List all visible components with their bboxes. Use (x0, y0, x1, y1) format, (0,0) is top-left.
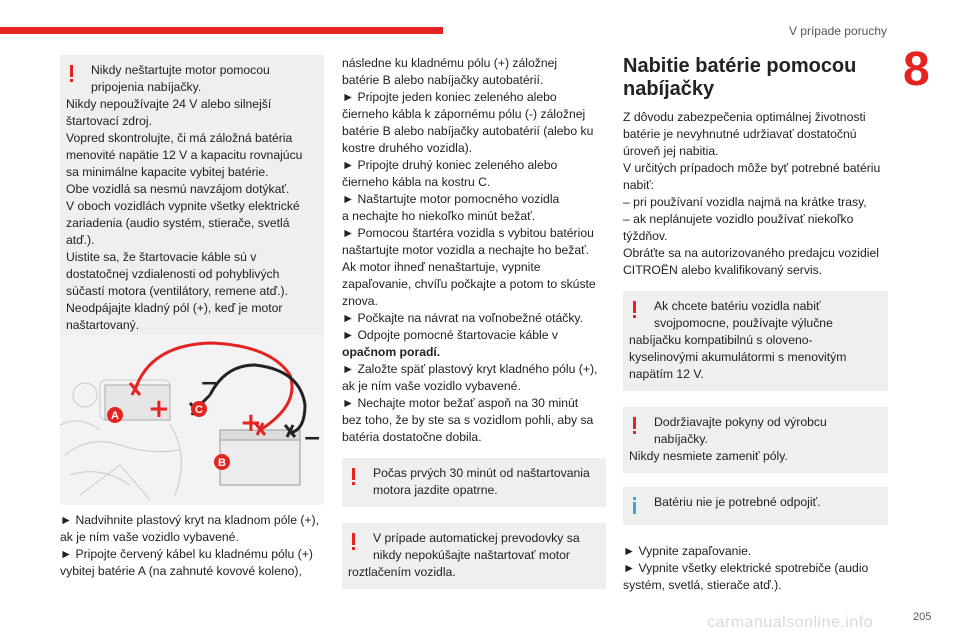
warning-text: nabíjačky. (654, 432, 708, 446)
warning-text: motora jazdite opatrne. (373, 483, 498, 497)
warning-text: Neodpájajte kladný pól (+), keď je motor (66, 301, 283, 315)
intro-line: V určitých prípadoch môže byť potrebné batériu (623, 161, 881, 175)
step-line: ► Vypnite všetky elektrické spotrebiče (audio (623, 561, 869, 575)
instruction-line: ► Nadvihnite plastový kryt na kladnom póle (+), (60, 513, 319, 527)
section-title-line: Nabitie batérie pomocou (623, 55, 857, 77)
column-3 (623, 55, 888, 594)
instruction-line: vybitej batérie A (na zahnuté kovové koleno), (60, 564, 302, 578)
top-accent-bar (0, 27, 443, 34)
warning-text: nikdy nepokúšajte naštartovať motor (373, 548, 570, 562)
intro-line: – pri používaní vozidla najmä na krátke trasy, (623, 195, 867, 209)
warning-text: pripojenia nabíjačky. (91, 80, 202, 94)
section-title (623, 55, 888, 101)
instruction-line: znova. (342, 294, 378, 308)
warning-icon (351, 468, 356, 485)
svg-text:+: + (240, 408, 262, 438)
intro-line: batérie je nevyhnutné udržiavať dostatočnú (623, 127, 857, 141)
intro-text (623, 109, 888, 279)
warning-box (60, 55, 324, 342)
warning-box (342, 523, 606, 589)
instruction-line: čierneho kábla k zápornému pólu (-) záložnej (342, 107, 586, 121)
warning-text: menovité napätie 12 V a kapacitu rovnajúcu (66, 148, 303, 162)
instruction-line: ► Pripojte druhý koniec zeleného alebo (342, 158, 558, 172)
warning-text: zariadenia (audio systém, stierače, svetlá (66, 216, 290, 230)
warning-text: Nikdy nesmiete zameniť póly. (629, 449, 788, 463)
svg-text:−: − (200, 371, 219, 396)
instruction-line: a nechajte ho niekoľko minút bežať. (342, 209, 536, 223)
section-title-line: nabíjačky (623, 78, 715, 100)
warning-text: svojpomocne, používajte výlučne (654, 316, 833, 330)
warning-text: V prípade automatickej prevodovky sa (373, 531, 580, 545)
intro-line: CITROËN alebo kvalifikovaný servis. (623, 263, 823, 277)
instruction-line: ► Naštartujte motor pomocného vozidla (342, 192, 560, 206)
instruction-line: ► Založte späť plastový kryt kladného pólu (+), (342, 362, 598, 376)
instruction-line: bez toho, že by ste sa s vozidlom pohli, aby sa (342, 413, 594, 427)
warning-icon (351, 533, 356, 550)
warning-text: Dodržiavajte pokyny od výrobcu (654, 415, 827, 429)
instruction-line: ► Počkajte na návrat na voľnobežné otáčky. (342, 311, 583, 325)
intro-line: nabiť: (623, 178, 654, 192)
instruction-line: batérie B alebo nabíjačky autobatérií. (342, 73, 544, 87)
warning-text: súčastí motora (ventilátory, remene atď.). (66, 284, 288, 298)
instruction-line: ► Pomocou štartéra vozidla s vybitou batériou (342, 226, 594, 240)
intro-line: úroveň jej nabitia. (623, 144, 719, 158)
instruction-line: ak je ním vaše vozidlo vybavené. (342, 379, 521, 393)
instruction-line: ak je ním vaše vozidlo vybavené. (60, 530, 239, 544)
instruction-line: následne ku kladnému pólu (+) záložnej (342, 56, 558, 70)
instruction-line: Ak motor ihneď nenaštartuje, vypnite (342, 260, 541, 274)
instructions (342, 55, 606, 446)
column-2 (342, 55, 606, 599)
info-icon (632, 497, 637, 514)
illustration-svg (60, 335, 324, 505)
warning-box (623, 291, 888, 391)
warning-text: atď.). (66, 233, 95, 247)
intro-line: týždňov. (623, 229, 668, 243)
instruction-line: naštartujte motor vozidla a nechajte ho bežať. (342, 243, 590, 257)
instruction-line: kostre druhého vozidla). (342, 141, 473, 155)
svg-text:B: B (218, 457, 226, 469)
warning-text: Vopred skontrolujte, či má záložná batéria (66, 131, 293, 145)
warning-icon (632, 417, 637, 434)
watermark: carmanualsonline.info (707, 614, 874, 631)
instruction-line: ► Pripojte jeden koniec zeleného alebo (342, 90, 557, 104)
instruction-line: ► Pripojte červený kábel ku kladnému pólu (+) (60, 547, 313, 561)
chapter-number: 8 (903, 43, 930, 96)
column-1 (60, 55, 324, 352)
svg-text:A: A (111, 410, 119, 422)
intro-line: Obráťte sa na autorizovaného predajcu vozidiel (623, 246, 879, 260)
warning-text: napätím 12 V. (629, 367, 704, 381)
warning-text: Počas prvých 30 minút od naštartovania (373, 466, 590, 480)
intro-line: Z dôvodu zabezpečenia optimálnej životnosti (623, 110, 866, 124)
label-c (191, 401, 207, 417)
page-number: 205 (913, 611, 932, 623)
warning-text: Obe vozidlá sa nesmú navzájom dotýkať. (66, 182, 290, 196)
instruction-line: batéria dostatočne dobila. (342, 430, 482, 444)
warning-text: dostatočnej vzdialenosti od pohyblivých (66, 267, 280, 281)
warning-box (623, 407, 888, 473)
instruction-line: batérie B alebo nabíjačky autobatérií (alebo ku (342, 124, 594, 138)
step-line: ► Vypnite zapaľovanie. (623, 544, 752, 558)
warning-box (342, 458, 606, 507)
svg-text:+: + (148, 394, 170, 424)
warning-text: nabíjačku kompatibilnú s oloveno- (629, 333, 813, 347)
info-box (623, 487, 888, 525)
warning-text: Nikdy neštartujte motor pomocou (91, 63, 270, 77)
instructions-continued (60, 512, 324, 580)
warning-text: kyselinovými akumulátormi s menovitým (629, 350, 847, 364)
warning-text: V oboch vozidlách vypnite všetky elektrické (66, 199, 300, 213)
instruction-line: čierneho kábla na kostru C. (342, 175, 491, 189)
instruction-line: ► Nechajte motor bežať aspoň na 30 minút (342, 396, 579, 410)
svg-text:−: − (303, 426, 322, 451)
svg-text:C: C (195, 404, 203, 416)
jump-start-illustration (60, 335, 324, 505)
instruction-line: opačnom poradí. (342, 345, 441, 359)
instruction-line: ► Odpojte pomocné štartovacie káble v (342, 328, 558, 342)
warning-text: Ak chcete batériu vozidla nabiť (654, 299, 821, 313)
intro-line: – ak neplánujete vozidlo používať niekoľko (623, 212, 854, 226)
info-text: Batériu nie je potrebné odpojiť. (654, 495, 821, 509)
warning-text: naštartovaný. (66, 318, 140, 332)
label-b (214, 454, 230, 470)
warning-icon (69, 65, 74, 82)
section-header: V prípade poruchy (788, 24, 887, 38)
warning-icon (632, 301, 637, 318)
instruction-line: zapaľovanie, chvíľu počkajte a potom to skúste (342, 277, 596, 291)
steps (623, 543, 888, 594)
warning-text: štartovací zdroj. (66, 114, 153, 128)
warning-text: sa minimálne kapacite vybitej batérie. (66, 165, 269, 179)
label-a (107, 407, 123, 423)
warning-text: Nikdy nepoužívajte 24 V alebo silnejší (66, 97, 272, 111)
step-line: systém, svetlá, stierače atď.). (623, 578, 782, 592)
warning-text: Uistite sa, že štartovacie káble sú v (66, 250, 257, 264)
warning-text: roztlačením vozidla. (348, 565, 456, 579)
